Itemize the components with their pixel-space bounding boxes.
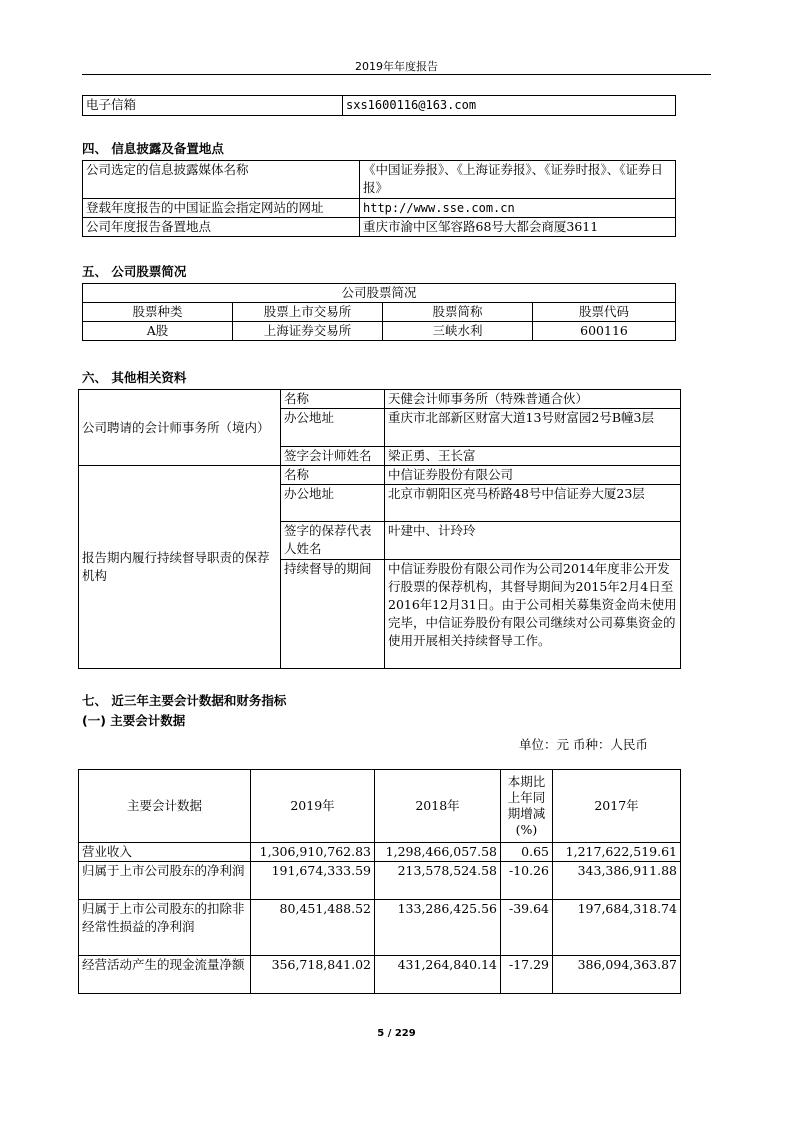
section7-heading: 七、 近三年主要会计数据和财务指标 <box>82 693 287 708</box>
sponsor-value: 叶建中、计玲玲 <box>385 522 681 560</box>
acct-row-label: 归属于上市公司股东的扣除非经常性损益的净利润 <box>79 900 251 956</box>
acct-cell: 431,264,840.14 <box>375 956 501 994</box>
section6-heading: 六、 其他相关资料 <box>82 370 187 385</box>
acct-cell: 1,298,466,057.58 <box>375 843 501 862</box>
auditor-value: 重庆市北部新区财富大道13号财富园2号B幢3层 <box>385 409 681 447</box>
media-value: 《中国证券报》、《上海证券报》、《证券时报》、《证券日报》 <box>360 161 676 199</box>
acct-header: 2019年 <box>251 770 375 843</box>
sponsor-value: 北京市朝阳区亮马桥路48号中信证券大厦23层 <box>385 485 681 522</box>
archive-label: 公司年度报告备置地点 <box>83 218 360 237</box>
stock-table <box>82 283 676 341</box>
contact-table <box>82 95 676 116</box>
acct-cell: 1,306,910,762.83 <box>251 843 375 862</box>
page-header: 2019年年度报告 <box>355 60 438 73</box>
acct-cell: 0.65 <box>501 843 553 862</box>
stock-header: 股票上市交易所 <box>233 303 383 322</box>
stock-header: 股票代码 <box>533 303 676 322</box>
auditor-key: 办公地址 <box>281 409 385 447</box>
acct-row-label: 营业收入 <box>79 843 251 862</box>
stock-cell: A股 <box>83 322 233 341</box>
email-label: 电子信箱 <box>83 96 343 116</box>
acct-cell: -39.64 <box>501 900 553 956</box>
sponsor-label: 报告期内履行持续督导职责的保荐机构 <box>79 466 281 669</box>
auditor-label: 公司聘请的会计师事务所（境内） <box>79 390 281 466</box>
section7-subheading: (一) 主要会计数据 <box>82 713 186 728</box>
acct-cell: -17.29 <box>501 956 553 994</box>
acct-cell: 1,217,622,519.61 <box>553 843 681 862</box>
acct-header: 2017年 <box>553 770 681 843</box>
acct-row-label: 经营活动产生的现金流量净额 <box>79 956 251 994</box>
sponsor-value: 中信证券股份有限公司 <box>385 466 681 485</box>
disclosure-table <box>82 160 676 237</box>
acct-header: 本期比上年同期增减(%) <box>501 770 553 843</box>
stock-header: 股票简称 <box>383 303 533 322</box>
sponsor-key: 持续督导的期间 <box>281 560 385 669</box>
acct-cell: 191,674,333.59 <box>251 862 375 900</box>
website-label: 登载年度报告的中国证监会指定网站的网址 <box>83 199 360 218</box>
acct-cell: 356,718,841.02 <box>251 956 375 994</box>
sponsor-key: 办公地址 <box>281 485 385 522</box>
media-label: 公司选定的信息披露媒体名称 <box>83 161 360 199</box>
section4-heading: 四、 信息披露及备置地点 <box>82 141 224 156</box>
acct-header: 主要会计数据 <box>79 770 251 843</box>
acct-cell: 386,094,363.87 <box>553 956 681 994</box>
auditor-value: 梁正勇、王长富 <box>385 447 681 466</box>
acct-cell: 80,451,488.52 <box>251 900 375 956</box>
acct-cell: 213,578,524.58 <box>375 862 501 900</box>
other-info-table <box>78 389 681 669</box>
stock-cell: 上海证券交易所 <box>233 322 383 341</box>
page-number: 5 / 229 <box>377 1028 416 1039</box>
acct-header: 2018年 <box>375 770 501 843</box>
auditor-key: 签字会计师姓名 <box>281 447 385 466</box>
acct-cell: 343,386,911.88 <box>553 862 681 900</box>
stock-header: 股票种类 <box>83 303 233 322</box>
sponsor-value: 中信证券股份有限公司作为公司2014年度非公开发行股票的保荐机构，其督导期间为2015年2月4日至2016年12月31日。由于公司相关募集资金尚未使用完毕，中信证券股份有限公司继续对公司募集资金的使用开展相关持续督导工作。 <box>385 560 681 669</box>
unit-note: 单位：元 币种：人民币 <box>519 737 648 752</box>
header-rule <box>82 74 711 75</box>
auditor-key: 名称 <box>281 390 385 409</box>
website-value: http://www.sse.com.cn <box>360 199 676 218</box>
archive-value: 重庆市渝中区邹容路68号大都会商厦3611 <box>360 218 676 237</box>
auditor-value: 天健会计师事务所（特殊普通合伙） <box>385 390 681 409</box>
acct-cell: -10.26 <box>501 862 553 900</box>
email-value: sxs1600116@163.com <box>343 96 676 116</box>
sponsor-key: 名称 <box>281 466 385 485</box>
acct-row-label: 归属于上市公司股东的净利润 <box>79 862 251 900</box>
stock-table-title: 公司股票简况 <box>83 284 676 303</box>
stock-cell: 三峡水利 <box>383 322 533 341</box>
section5-heading: 五、 公司股票简况 <box>82 264 187 279</box>
sponsor-key: 签字的保荐代表人姓名 <box>281 522 385 560</box>
stock-cell: 600116 <box>533 322 676 341</box>
accounting-table <box>78 769 681 994</box>
acct-cell: 197,684,318.74 <box>553 900 681 956</box>
acct-cell: 133,286,425.56 <box>375 900 501 956</box>
